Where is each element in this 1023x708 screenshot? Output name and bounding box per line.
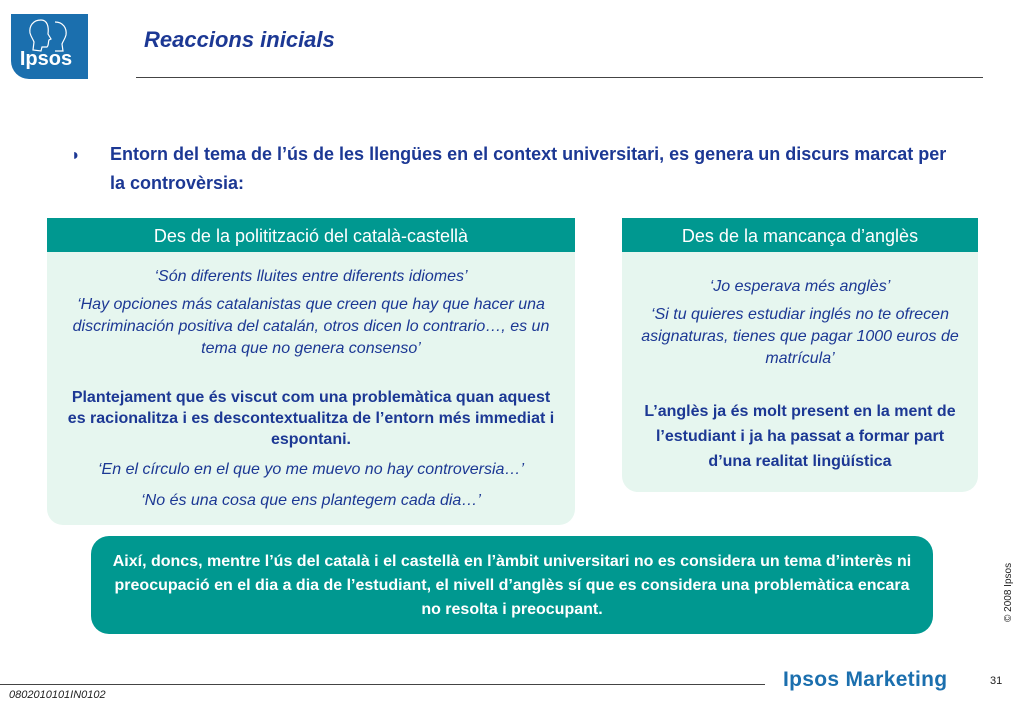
quote: ‘Si tu quieres estudiar inglés no te ofrecen asignaturas, tienes que pagar 1000 euros de matrícula’ xyxy=(641,306,959,367)
right-panel-body xyxy=(622,276,978,474)
statement: Plantejament que és viscut com una problemàtica quan aquest es racionalitza i es descontextualitza de l’entorn més immediat i espontani. xyxy=(67,389,555,448)
quote: ‘No és una cosa que ens plantegem cada dia…’ xyxy=(141,492,481,509)
brand-name: Ipsos Marketing xyxy=(783,668,948,691)
page-number: 31 xyxy=(990,675,1003,687)
conclusion-box: Així, doncs, mentre l’ús del català i el castellà en l’àmbit universitari no es considera un tema d’interès ni preocupació en el dia a dia de l’estudiant, el nivell d’anglès sí que es considera una problemàtica encara no resolta i preocupant. xyxy=(91,536,933,634)
title-divider xyxy=(136,77,983,78)
left-panel xyxy=(47,218,575,525)
ipsos-logo xyxy=(11,14,88,79)
quote: ‘Hay opciones más catalanistas que creen que hay que hacer una discriminación positiva del catalán, otros dicen lo contrario…, es un tema que no genera consenso’ xyxy=(72,296,550,357)
copyright-text: © 2008 Ipsos xyxy=(1003,562,1014,622)
left-panel-body xyxy=(47,266,575,512)
intro-text: Entorn del tema de l’ús de les llengües en el context universitari, es genera un discurs marcat per la controvèrsia: xyxy=(110,144,947,193)
bullet-icon: ◗ xyxy=(71,147,81,164)
statement: L’anglès ja és molt present en la ment de l’estudiant i ja ha passat a formar part d’una realitat lingüística xyxy=(644,403,956,470)
quote: ‘Són diferents lluites entre diferents idiomes’ xyxy=(154,268,468,285)
left-panel-heading: Des de la politització del català-castellà xyxy=(47,218,575,252)
quote: ‘Jo esperava més anglès’ xyxy=(709,278,891,295)
page-title: Reaccions inicials xyxy=(144,27,335,52)
document-code: 0802010101IN0102 xyxy=(9,689,106,701)
footer-divider xyxy=(0,684,765,685)
logo-text: Ipsos xyxy=(19,48,73,70)
quote: ‘En el círculo en el que yo me muevo no hay controversia…’ xyxy=(98,461,524,478)
right-panel-heading: Des de la mancança d’anglès xyxy=(622,218,978,252)
right-panel xyxy=(622,218,978,492)
